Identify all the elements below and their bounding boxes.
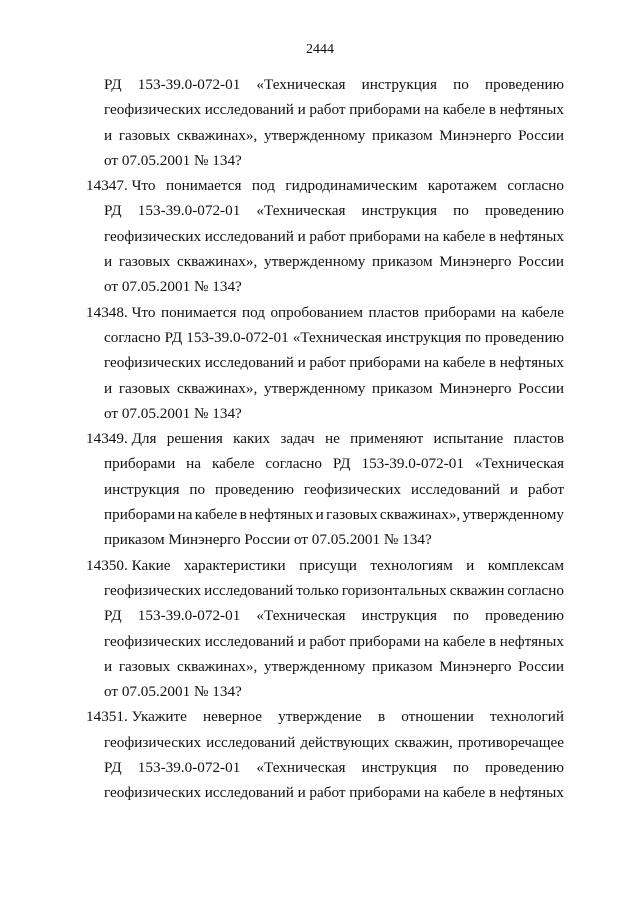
- question-item: [86, 72, 564, 173]
- word: скважинах»,: [379, 506, 461, 524]
- question-item: [86, 704, 564, 805]
- word: проведению: [484, 202, 564, 220]
- word: работ: [527, 480, 564, 498]
- word: кабеле: [521, 303, 564, 321]
- question-item: [86, 300, 564, 426]
- word: в: [488, 784, 497, 802]
- text-line: [104, 97, 564, 122]
- question-item: [86, 426, 564, 552]
- page-number: 2444: [306, 42, 334, 57]
- question-first-line: [86, 553, 564, 578]
- word: инструкция: [361, 202, 438, 220]
- word: технологиям: [370, 556, 453, 574]
- word: каких: [233, 430, 271, 448]
- word: в: [488, 354, 497, 372]
- word: исследований: [204, 632, 294, 650]
- word: проведению: [484, 607, 564, 625]
- word: и: [297, 784, 306, 802]
- word: приборами: [349, 101, 421, 119]
- word: работ: [309, 354, 346, 372]
- word: и: [297, 632, 306, 650]
- word: проведению: [484, 328, 564, 346]
- word: России: [518, 657, 564, 675]
- word: приказом: [372, 253, 433, 271]
- text-line: [104, 578, 564, 603]
- text-line: от 07.05.2001 № 134?: [104, 151, 242, 169]
- word: работ: [309, 227, 346, 245]
- word: геофизических: [104, 632, 202, 650]
- word: неверное: [203, 708, 262, 726]
- word: геофизических: [104, 101, 202, 119]
- question-item: [86, 173, 564, 299]
- text-line: [104, 780, 564, 805]
- word: и: [297, 227, 306, 245]
- word: инструкция: [361, 759, 438, 777]
- word: противоречащее: [457, 733, 564, 751]
- word: инструкция: [361, 76, 438, 93]
- text-line: [104, 502, 564, 527]
- word: утвержденному: [263, 253, 366, 271]
- word: кабеле: [442, 354, 486, 372]
- word: приборами: [104, 455, 176, 473]
- text-line: [104, 350, 564, 375]
- word: геофизических: [104, 784, 202, 802]
- word: на: [177, 506, 193, 524]
- word: 153-39.0-072-01: [137, 76, 241, 93]
- text-line: от 07.05.2001 № 134?: [104, 278, 242, 296]
- word: приказом: [372, 126, 433, 144]
- word: на: [424, 784, 440, 802]
- word: приборами: [349, 632, 421, 650]
- word: инструкция: [385, 328, 462, 346]
- question-first-line: [86, 426, 564, 451]
- word: и: [104, 379, 113, 397]
- word: РД: [104, 202, 122, 220]
- word: по: [453, 759, 469, 777]
- word: в: [377, 708, 386, 726]
- word: согласно: [104, 328, 161, 346]
- word: газовых: [118, 657, 171, 675]
- word: на: [501, 303, 516, 321]
- word: приказом: [372, 379, 433, 397]
- word: проведению: [484, 759, 564, 777]
- word: скважинах»,: [176, 657, 258, 675]
- question-first-line: [86, 173, 564, 198]
- word: «Техническая: [256, 607, 346, 625]
- text-line: от 07.05.2001 № 134?: [104, 404, 242, 422]
- word: Минэнерго: [439, 379, 512, 397]
- word: 14351. Укажите: [86, 708, 187, 726]
- word: опробованием: [270, 303, 364, 321]
- word: нефтяных: [499, 784, 564, 802]
- word: 153-39.0-072-01: [137, 759, 241, 777]
- word: «Техническая: [292, 328, 382, 346]
- word: работ: [309, 632, 346, 650]
- word: согласно: [265, 455, 322, 473]
- text-line: [104, 730, 564, 755]
- word: «Техническая: [474, 455, 564, 473]
- word: и: [297, 354, 306, 372]
- word: по: [465, 328, 481, 346]
- word: только: [296, 581, 339, 599]
- word: понимается: [160, 303, 237, 321]
- word: решения: [166, 430, 223, 448]
- word: РД: [332, 455, 351, 473]
- question-first-line: [86, 704, 564, 729]
- word: на: [424, 354, 440, 372]
- word: приборами: [424, 303, 496, 321]
- text-line: [104, 325, 564, 350]
- word: Минэнерго: [439, 126, 512, 144]
- word: геофизических: [104, 733, 202, 751]
- word: приборами: [349, 354, 421, 372]
- word: «Техническая: [256, 202, 346, 220]
- word: характеристики: [183, 556, 286, 574]
- word: кабеле: [442, 101, 486, 119]
- word: кабеле: [442, 227, 486, 245]
- text-line: [104, 198, 564, 223]
- word: геофизических: [104, 354, 202, 372]
- word: 14349. Для: [86, 430, 157, 448]
- word: на: [424, 101, 440, 119]
- word: действующих: [300, 733, 390, 751]
- text-line: [104, 72, 564, 97]
- word: на: [424, 227, 440, 245]
- word: применяют: [350, 430, 424, 448]
- word: 14350. Какие: [86, 556, 171, 574]
- word: отношении: [401, 708, 474, 726]
- word: под: [241, 303, 265, 321]
- word: работ: [309, 784, 346, 802]
- word: присущи: [299, 556, 357, 574]
- word: согласно: [507, 581, 564, 599]
- text-line: [104, 755, 564, 780]
- word: РД: [104, 607, 122, 625]
- word: кабеле: [194, 506, 238, 524]
- word: исследований: [206, 733, 296, 751]
- word: геофизических: [104, 227, 202, 245]
- word: и: [104, 126, 113, 144]
- word: скважинах»,: [176, 126, 258, 144]
- word: утвержденному: [263, 657, 366, 675]
- word: скважин: [449, 581, 505, 599]
- word: и: [104, 657, 113, 675]
- word: России: [518, 126, 564, 144]
- word: и: [104, 253, 113, 271]
- text-line: [104, 477, 564, 502]
- word: газовых: [326, 506, 378, 524]
- word: в: [488, 101, 497, 119]
- word: скважинах»,: [176, 253, 258, 271]
- text-line: [104, 451, 564, 476]
- word: РД: [164, 328, 183, 346]
- word: утверждение: [278, 708, 362, 726]
- word: комплексам: [487, 556, 564, 574]
- word: исследований: [204, 784, 294, 802]
- word: пластов: [368, 303, 419, 321]
- text-line: [104, 123, 564, 148]
- word: исследований: [410, 480, 500, 498]
- text-line: [104, 376, 564, 401]
- word: по: [453, 607, 469, 625]
- text-line: [104, 629, 564, 654]
- word: по: [453, 76, 469, 93]
- word: приказом: [372, 657, 433, 675]
- word: работ: [309, 101, 346, 119]
- word: скважинах»,: [176, 379, 258, 397]
- word: 153-39.0-072-01: [186, 328, 289, 346]
- word: нефтяных: [499, 227, 564, 245]
- word: проведению: [214, 480, 294, 498]
- text-line: приказом Минэнерго России от 07.05.2001 № 134?: [104, 531, 432, 549]
- word: скважин,: [394, 733, 453, 751]
- word: по: [189, 480, 206, 498]
- word: «Техническая: [256, 76, 346, 93]
- word: геофизических: [303, 480, 401, 498]
- word: газовых: [118, 126, 171, 144]
- word: горизонтальных: [341, 581, 447, 599]
- word: приборами: [104, 506, 176, 524]
- word: геофизических: [104, 581, 202, 599]
- text-line: [104, 249, 564, 274]
- word: согласно: [507, 177, 564, 195]
- word: исследований: [204, 227, 294, 245]
- word: 153-39.0-072-01: [137, 202, 241, 220]
- word: утвержденному: [263, 379, 366, 397]
- word: пластов: [513, 430, 564, 448]
- word: в: [239, 506, 247, 524]
- word: в: [488, 227, 497, 245]
- word: России: [518, 253, 564, 271]
- word: и: [297, 101, 306, 119]
- word: и: [315, 506, 324, 524]
- word: под: [251, 177, 275, 195]
- question-item: [86, 553, 564, 705]
- text-line: [104, 224, 564, 249]
- word: 14347. Что: [86, 177, 156, 195]
- word: гидродинамическим: [285, 177, 418, 195]
- word: 153-39.0-072-01: [137, 607, 241, 625]
- word: утвержденному: [462, 506, 564, 524]
- word: приборами: [349, 784, 421, 802]
- word: проведению: [484, 76, 564, 93]
- word: РД: [104, 76, 122, 93]
- word: на: [186, 455, 202, 473]
- word: инструкция: [361, 607, 438, 625]
- word: исследований: [204, 354, 294, 372]
- word: исследований: [204, 581, 294, 599]
- word: задач: [280, 430, 315, 448]
- word: не: [324, 430, 340, 448]
- word: технологий: [490, 708, 564, 726]
- word: Минэнерго: [439, 253, 512, 271]
- document-body: [86, 72, 564, 806]
- word: нефтяных: [499, 101, 564, 119]
- text-line: [104, 654, 564, 679]
- word: нефтяных: [249, 506, 314, 524]
- word: газовых: [118, 253, 171, 271]
- word: РД: [104, 759, 122, 777]
- word: утвержденному: [263, 126, 366, 144]
- question-first-line: [86, 300, 564, 325]
- word: каротажем: [427, 177, 497, 195]
- word: испытание: [433, 430, 504, 448]
- word: Минэнерго: [439, 657, 512, 675]
- word: на: [424, 632, 440, 650]
- word: по: [453, 202, 469, 220]
- word: кабеле: [211, 455, 255, 473]
- word: и: [509, 480, 518, 498]
- word: инструкция: [104, 480, 180, 498]
- word: газовых: [118, 379, 171, 397]
- word: 153-39.0-072-01: [361, 455, 464, 473]
- word: 14348. Что: [86, 303, 156, 321]
- text-line: от 07.05.2001 № 134?: [104, 683, 242, 701]
- word: нефтяных: [499, 354, 564, 372]
- word: нефтяных: [499, 632, 564, 650]
- word: приборами: [349, 227, 421, 245]
- word: кабеле: [442, 632, 486, 650]
- word: кабеле: [442, 784, 486, 802]
- text-line: [104, 603, 564, 628]
- word: исследований: [204, 101, 294, 119]
- word: и: [466, 556, 475, 574]
- word: понимается: [165, 177, 242, 195]
- word: «Техническая: [256, 759, 346, 777]
- word: в: [488, 632, 497, 650]
- word: России: [518, 379, 564, 397]
